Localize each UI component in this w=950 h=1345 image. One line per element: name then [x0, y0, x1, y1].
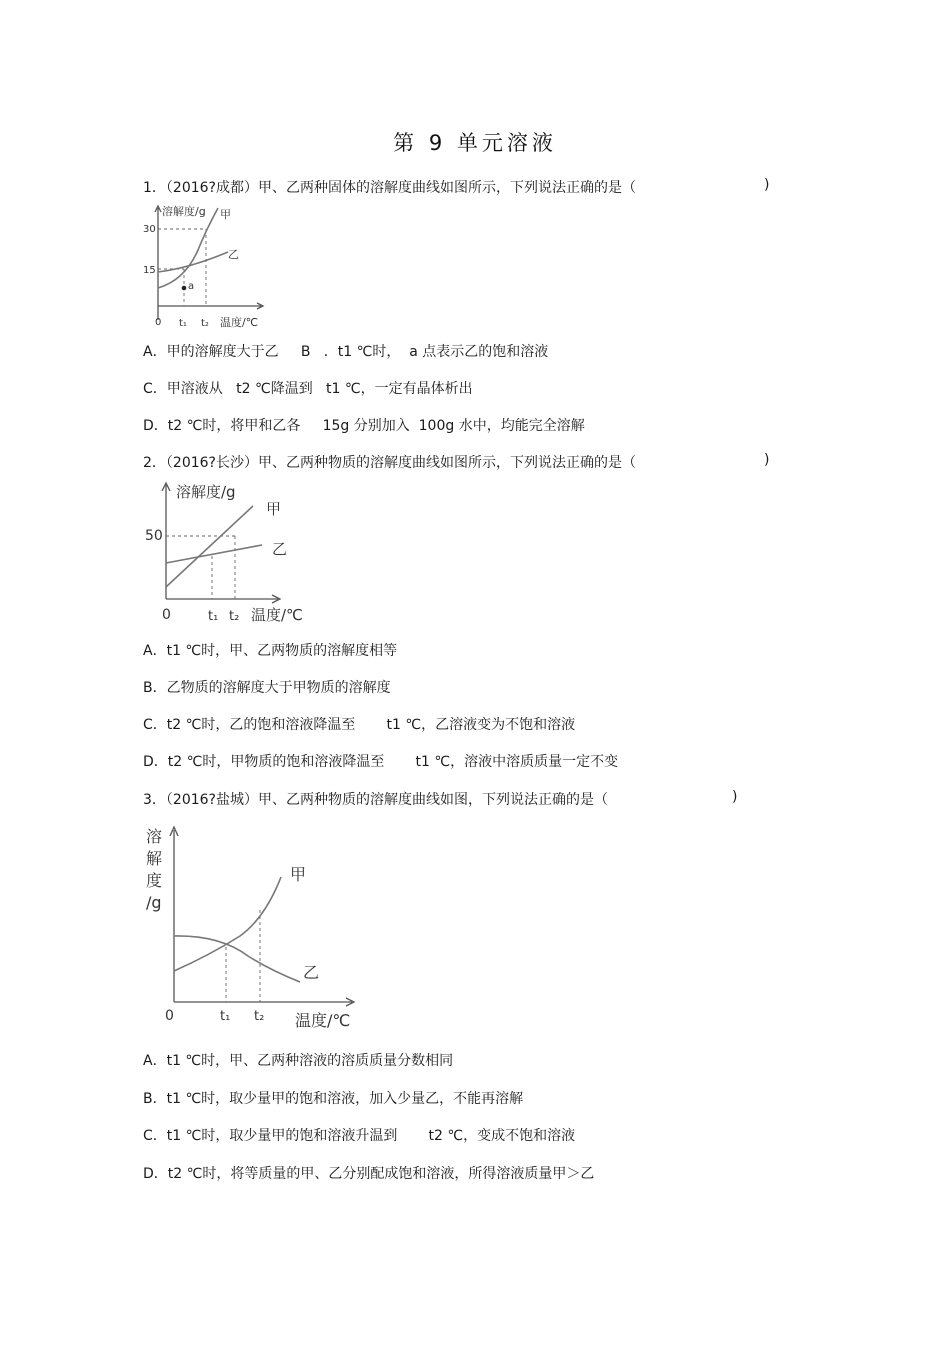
q3-close-paren: ) [732, 789, 738, 805]
page-title: 第 9 单元溶液 [393, 131, 557, 155]
q1-option-d: D．t2 ℃时，将甲和乙各 15g 分别加入 100g 水中，均能完全溶解 [143, 418, 585, 434]
q1-option-a: A．甲的溶解度大于乙 B ．t1 ℃时， a 点表示乙的饱和溶液 [143, 344, 549, 360]
q3-series-yi: 乙 [303, 963, 320, 982]
q1-ytick-30: 30 [143, 224, 156, 235]
q1-close-paren: ) [764, 177, 770, 193]
q2-option-d: D．t2 ℃时，甲物质的饱和溶液降温至 t1 ℃，溶液中溶质质量一定不变 [143, 754, 619, 770]
q1-curve-jia [158, 208, 218, 288]
q2-ytick-50: 50 [145, 528, 163, 544]
q2-option-c: C．t2 ℃时，乙的饱和溶液降温至 t1 ℃，乙溶液变为不饱和溶液 [143, 717, 576, 733]
q3-option-c: C．t1 ℃时，取少量甲的饱和溶液升温到 t2 ℃，变成不饱和溶液 [143, 1128, 576, 1144]
q3-xtick-t2: t₂ [254, 1009, 265, 1024]
q3-option-d: D．t2 ℃时，将等质量的甲、乙分别配成饱和溶液，所得溶液质量甲＞乙 [143, 1166, 595, 1182]
q3-xlabel: 温度/℃ [295, 1011, 351, 1030]
q2-figure [140, 477, 315, 627]
q2-xtick-t2: t₂ [229, 609, 240, 624]
q2-origin: 0 [162, 607, 171, 623]
q1-origin: 0 [155, 317, 162, 328]
q1-curve-yi [158, 252, 228, 272]
q1-series-yi: 乙 [228, 248, 239, 261]
q3-option-a: A．t1 ℃时，甲、乙两种溶液的溶质质量分数相同 [143, 1053, 454, 1069]
q3-curve-yi [174, 936, 300, 982]
q2-xtick-t1: t₁ [208, 609, 219, 624]
q1-xtick-t1: t₁ [179, 318, 187, 329]
q3-ylabel-3: 度 [146, 871, 163, 890]
q3-xtick-t1: t₁ [220, 1009, 231, 1024]
q1-ylabel: 溶解度/g [162, 205, 206, 218]
q1-point-a [182, 286, 187, 291]
q3-option-b: B．t1 ℃时，取少量甲的饱和溶液，加入少量乙，不能再溶解 [143, 1091, 524, 1107]
q3-ylabel-4: /g [146, 893, 162, 912]
q1-stem: 1．（2016?成都）甲、乙两种固体的溶解度曲线如图所示，下列说法正确的是（ [143, 180, 636, 196]
q1-xtick-t2: t₂ [201, 318, 209, 329]
q2-option-a: A．t1 ℃时，甲、乙两物质的溶解度相等 [143, 643, 398, 659]
q1-xlabel: 温度/℃ [220, 316, 259, 329]
q1-option-c: C．甲溶液从 t2 ℃降温到 t1 ℃，一定有晶体析出 [143, 381, 473, 397]
q3-ylabel-1: 溶 [146, 827, 163, 846]
q2-stem: 2．（2016?长沙）甲、乙两种物质的溶解度曲线如图所示，下列说法正确的是（ [143, 455, 636, 471]
q2-close-paren: ) [764, 452, 770, 468]
q3-curve-jia [174, 877, 281, 971]
q3-stem: 3．（2016?盐城）甲、乙两种物质的溶解度曲线如图，下列说法正确的是（ [143, 792, 608, 808]
q2-series-yi: 乙 [272, 540, 288, 558]
q1-figure [140, 200, 280, 335]
q3-origin: 0 [165, 1008, 174, 1024]
q2-option-b: B．乙物质的溶解度大于甲物质的溶解度 [143, 680, 391, 696]
q3-figure [140, 820, 365, 1035]
q3-ylabel-2: 解 [146, 849, 163, 868]
q2-ylabel: 溶解度/g [176, 483, 236, 501]
q2-series-jia: 甲 [266, 500, 282, 518]
q1-series-jia: 甲 [220, 208, 231, 221]
q1-ytick-15: 15 [143, 265, 156, 276]
q2-xlabel: 温度/℃ [251, 606, 303, 624]
q2-curve-yi [166, 545, 262, 563]
q3-series-jia: 甲 [290, 865, 307, 884]
q2-curve-jia [166, 506, 253, 587]
q1-point-label: a [188, 281, 195, 292]
